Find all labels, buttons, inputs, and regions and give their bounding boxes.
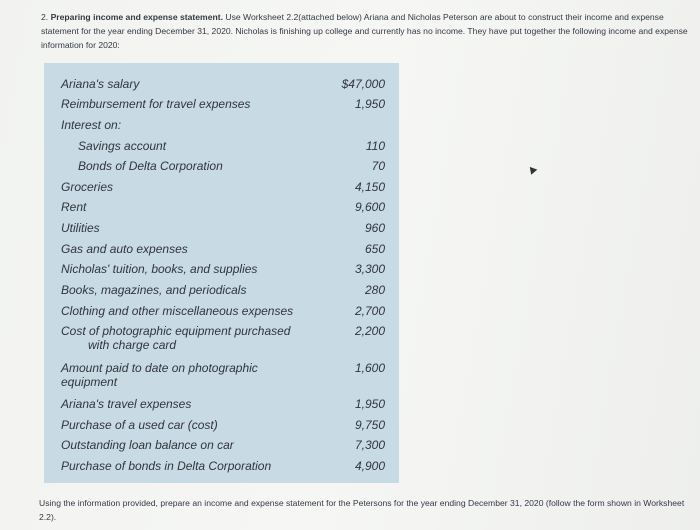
- item-label: [61, 324, 290, 352]
- item-label: Outstanding loan balance on car: [61, 438, 234, 452]
- item-label-line1: Cost of photographic equipment purchased: [61, 324, 291, 338]
- question-intro: [41, 10, 691, 52]
- item-value: 2,200: [354, 324, 385, 338]
- item-label: Rent: [61, 200, 87, 214]
- item-label-line2: with charge card: [88, 338, 177, 352]
- item-value: 4,900: [354, 459, 385, 473]
- item-value: 2,700: [354, 304, 385, 318]
- item-value: 9,600: [354, 200, 385, 214]
- item-label: Books, magazines, and periodicals: [61, 283, 247, 297]
- item-label: Ariana's travel expenses: [61, 397, 192, 411]
- item-value: 650: [364, 242, 385, 256]
- item-label: Reimbursement for travel expenses: [61, 97, 251, 111]
- item-value: 960: [364, 221, 385, 235]
- item-value: 110: [365, 139, 385, 153]
- item-label: Gas and auto expenses: [61, 242, 188, 256]
- question-body: Use Worksheet 2.2(attached below) Ariana and Nicholas Peterson are about to construct their income and expense statement for the year ending December 31, 2020. Nicholas is finishing up college and currently has no income. They have put together the following income and expense information for 2020:: [41, 12, 688, 50]
- question-title: Preparing income and expense statement.: [50, 12, 223, 22]
- item-label: Savings account: [78, 139, 167, 153]
- item-label: Bonds of Delta Corporation: [78, 159, 223, 173]
- item-value: 1,950: [354, 97, 385, 111]
- item-label: Utilities: [61, 221, 100, 235]
- item-label: Interest on:: [61, 118, 122, 132]
- item-value: 4,150: [354, 180, 385, 194]
- item-value: 1,600: [354, 361, 385, 375]
- item-value: $47,000: [341, 77, 385, 91]
- item-value: 70: [371, 159, 385, 173]
- item-label-line1: Amount paid to date on photographic: [61, 361, 258, 375]
- item-value: 280: [364, 283, 385, 297]
- item-label: Nicholas' tuition, books, and supplies: [61, 262, 258, 276]
- income-expense-table: [44, 63, 399, 483]
- item-value: 9,750: [354, 418, 385, 432]
- item-label: Purchase of bonds in Delta Corporation: [61, 459, 272, 473]
- item-value: 3,300: [354, 262, 385, 276]
- item-label: Purchase of a used car (cost): [61, 418, 218, 432]
- item-label: Groceries: [61, 180, 114, 194]
- item-label: Clothing and other miscellaneous expenses: [61, 304, 294, 318]
- item-label-line2: equipment: [61, 375, 118, 389]
- mouse-pointer-icon: [527, 164, 538, 175]
- item-label: Ariana's salary: [61, 77, 140, 91]
- item-value: 1,950: [354, 397, 385, 411]
- item-label: [61, 361, 258, 389]
- question-instructions: Using the information provided, prepare an income and expense statement for the Petersons for the year ending December 31, 2020 (follow the form shown in Worksheet 2.2).: [39, 498, 685, 522]
- question-number: 2.: [41, 12, 49, 22]
- item-value: 7,300: [354, 438, 385, 452]
